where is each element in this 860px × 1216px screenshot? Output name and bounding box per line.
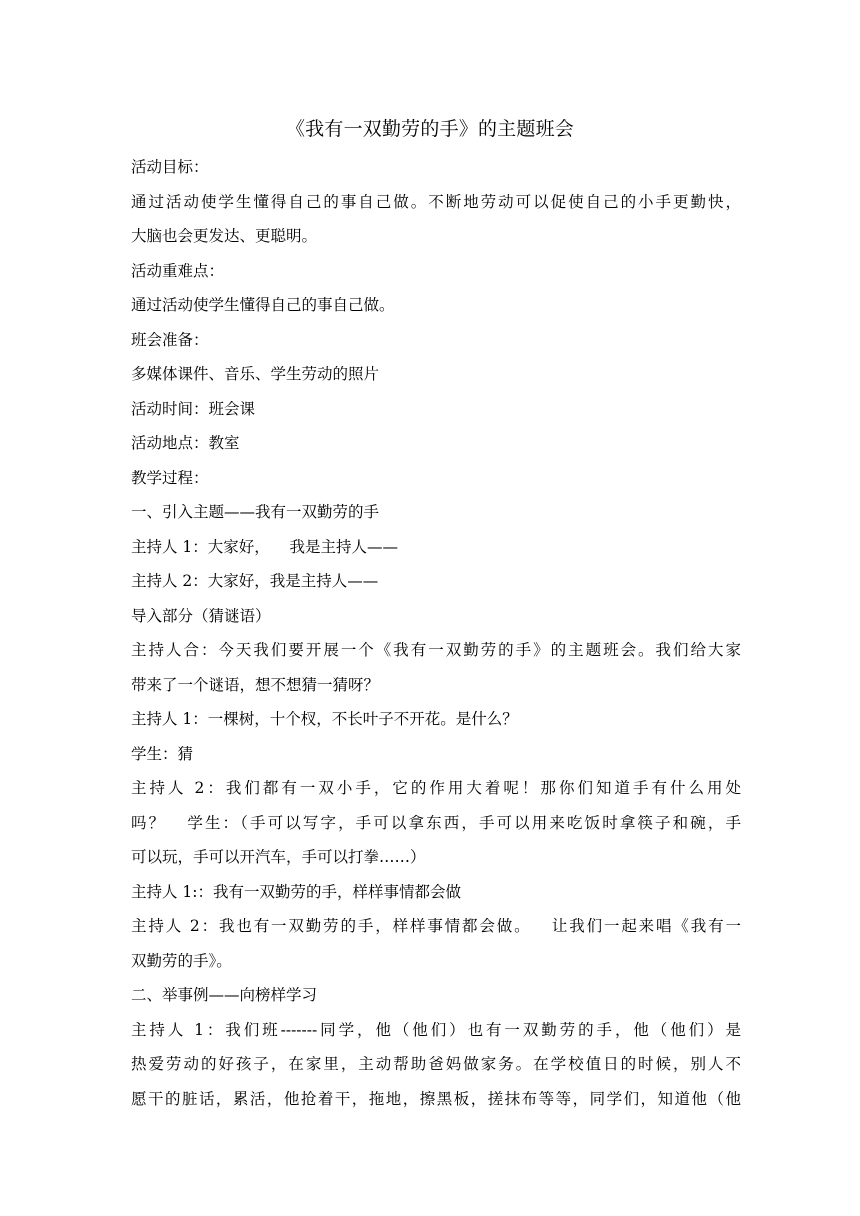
- text-line: 热爱劳动的好孩子，在家里，主动帮助爸妈做家务。在学校值日的时候，别人不: [131, 1055, 741, 1073]
- text-line: 主持人合：今天我们要开展一个《我有一双勤劳的手》的主题班会。我们给大家: [131, 641, 741, 659]
- text-line: 主持人 2：我们都有一双小手，它的作用大着呢！那你们知道手有什么用处: [131, 779, 741, 797]
- text-line: 通过活动使学生懂得自己的事自己做。不断地劳动可以促使自己的小手更勤快，: [131, 192, 741, 211]
- text-line: 主持人 2：我也有一双勤劳的手，样样事情都会做。 让我们一起来唱《我有一: [131, 917, 741, 935]
- text-line: 主持人 1:：我有一双勤劳的手，样样事情都会做: [131, 882, 462, 901]
- text-line: 二、举事例——向榜样学习: [131, 986, 318, 1004]
- text-line: 活动地点：教室: [131, 434, 240, 452]
- document-title: 《我有一双勤劳的手》的主题班会: [285, 118, 574, 140]
- text-line: 带来了一个谜语，想不想猜一猜呀？: [131, 675, 380, 694]
- text-line: 活动目标：: [131, 158, 209, 176]
- document-body: [131, 150, 741, 1116]
- text-line: 一、引入主题——我有一双勤劳的手: [131, 503, 380, 521]
- text-line: 主持人 1：大家好， 我是主持人——: [131, 537, 398, 556]
- text-line: 愿干的脏话，累活，他抢着干，拖地，擦黑板，搓抹布等等，同学们，知道他（他: [131, 1089, 741, 1108]
- text-line: 活动时间：班会课: [131, 399, 256, 418]
- text-line: 可以玩，手可以开汽车，手可以打拳……）: [131, 848, 426, 866]
- text-line: 教学过程：: [131, 468, 209, 487]
- text-line: 导入部分（猜谜语）: [131, 606, 271, 625]
- text-line: 双勤劳的手》。: [131, 951, 232, 970]
- text-line: 主持人 1：我们班-------同学，他（他们）也有一双勤劳的手，他（他们）是: [131, 1020, 741, 1039]
- text-line: 吗？ 学生：（手可以写字，手可以拿东西，手可以用来吃饭时拿筷子和碗，手: [131, 813, 741, 832]
- text-line: 活动重难点：: [131, 261, 225, 280]
- text-line: 主持人 2：大家好，我是主持人——: [131, 572, 379, 590]
- text-line: 大脑也会更发达、更聪明。: [131, 227, 318, 245]
- text-line: 多媒体课件、音乐、学生劳动的照片: [131, 365, 380, 383]
- text-line: 学生：猜: [131, 744, 194, 763]
- text-line: 主持人 1：一棵树，十个杈，不长叶子不开花。是什么？: [131, 710, 518, 728]
- text-line: 班会准备：: [131, 330, 209, 349]
- text-line: 通过活动使学生懂得自己的事自己做。: [131, 296, 395, 314]
